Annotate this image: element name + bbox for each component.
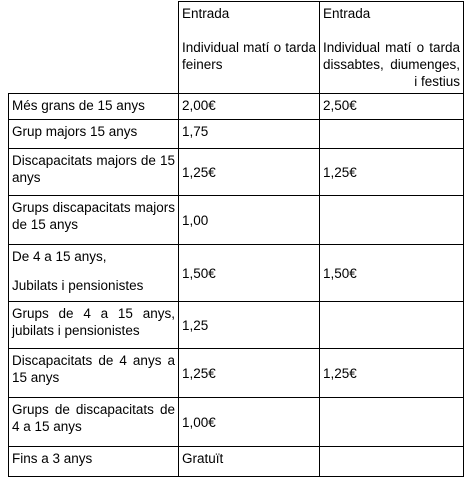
row-weekday-price: 1,25 — [179, 302, 320, 349]
header-weekend — [320, 2, 464, 94]
row-category: Grups discapacitats majors de 15 anys — [9, 196, 179, 245]
header-weekend-description: Individual matí o tarda dissabtes, diumenges, i festius — [323, 40, 460, 89]
row-category: Grups de 4 a 15 anys, jubilats i pensionistes — [9, 302, 179, 349]
row-weekend-price — [320, 120, 464, 149]
row-weekday-price: 1,75 — [179, 120, 320, 149]
row-category: Més grans de 15 anys — [9, 94, 179, 120]
row-category: Discapacitats de 4 anys a 15 anys — [9, 349, 179, 398]
header-row — [9, 2, 464, 94]
table-row — [9, 94, 464, 120]
table-row — [9, 245, 464, 302]
header-weekday-title: Entrada — [182, 6, 230, 21]
empty-corner-cell — [9, 2, 179, 94]
row-weekday-price: 1,25€ — [179, 349, 320, 398]
table-row — [9, 149, 464, 196]
header-weekend-title: Entrada — [323, 6, 371, 21]
row-weekend-price: 1,25€ — [320, 149, 464, 196]
row-weekend-price — [320, 196, 464, 245]
row-category: Discapacitats majors de 15 anys — [9, 149, 179, 196]
row-category-sub: Jubilats i pensionistes — [12, 278, 144, 293]
table-row — [9, 349, 464, 398]
table-row — [9, 120, 464, 149]
row-weekday-price: Gratuït — [179, 447, 320, 477]
header-weekday-description: Individual matí o tarda feiners — [182, 40, 316, 72]
row-category-cell — [9, 245, 179, 302]
price-table — [8, 1, 464, 477]
row-weekday-price: 1,00€ — [179, 398, 320, 447]
row-weekend-price: 2,50€ — [320, 94, 464, 120]
row-category: Grups de discapacitats de 4 a 15 anys — [9, 398, 179, 447]
row-weekday-price: 2,00€ — [179, 94, 320, 120]
row-category: Fins a 3 anys — [9, 447, 179, 477]
table-row — [9, 302, 464, 349]
row-weekday-price: 1,50€ — [179, 245, 320, 302]
row-weekday-price: 1,25€ — [179, 149, 320, 196]
row-weekday-price: 1,00 — [179, 196, 320, 245]
row-weekend-price: 1,25€ — [320, 349, 464, 398]
row-weekend-price — [320, 302, 464, 349]
table-row — [9, 398, 464, 447]
table-row — [9, 447, 464, 477]
row-weekend-price — [320, 447, 464, 477]
table-row — [9, 196, 464, 245]
header-weekday — [179, 2, 320, 94]
row-weekend-price: 1,50€ — [320, 245, 464, 302]
row-weekend-price — [320, 398, 464, 447]
row-category: De 4 a 15 anys, — [12, 249, 107, 264]
row-category: Grup majors 15 anys — [9, 120, 179, 149]
